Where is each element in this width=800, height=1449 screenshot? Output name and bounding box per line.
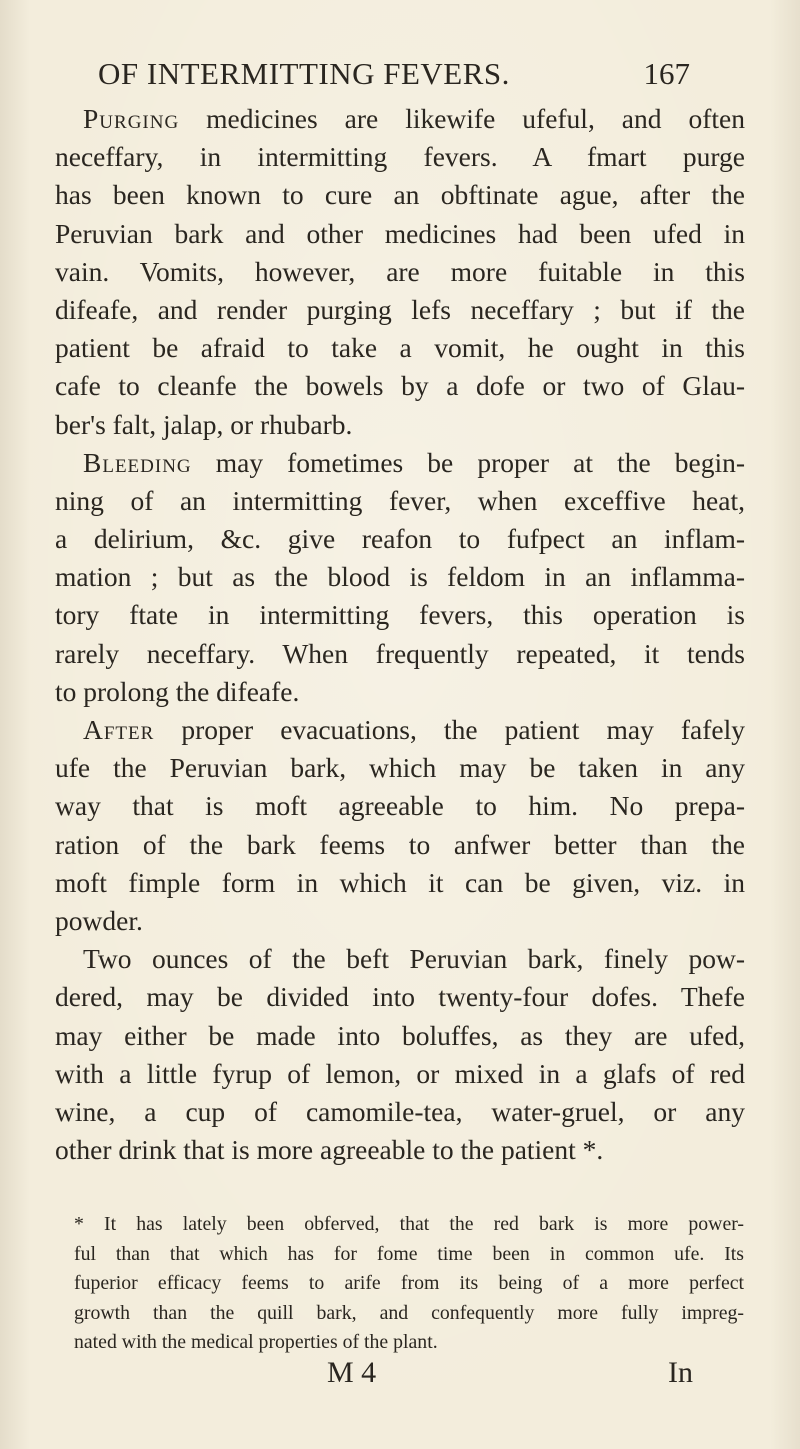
text-line: ber's falt, jalap, or rhubarb. (55, 408, 353, 440)
paragraph-purging-first-line (55, 100, 745, 138)
paragraph-lead-word: Purging (83, 103, 180, 134)
paragraph-lead-word: Bleeding (83, 446, 192, 478)
footnote-line: fuperior efficacy feems to arife from its being of a more perfect (74, 1272, 744, 1294)
page-number: 167 (643, 56, 690, 91)
text-line: with a little fyrup of lemon, or mixed in a glafs of red (55, 1057, 745, 1089)
text-line: wine, a cup of camomile-tea, water-gruel, or any (55, 1095, 745, 1127)
footnote-line: ful than that which has for fome time been in common ufe. Its (74, 1242, 744, 1265)
text-line: tory ftate in intermitting fevers, this operation is (55, 599, 745, 631)
paragraph-after-first-line (55, 711, 745, 749)
text-line: a delirium, &c. give reafon to fufpect an inflam- (55, 523, 745, 555)
text-line: dered, may be divided into twenty-four dofes. Thefe (55, 981, 745, 1013)
text-line: may either be made into boluffes, as they are ufed, (55, 1019, 745, 1051)
text-line: cafe to cleanfe the bowels by a dofe or two of Glau- (55, 370, 745, 402)
text-line: mation ; but as the blood is feldom in an inflamma- (55, 561, 745, 593)
text-fragment: medicines are likewife ufeful, and often (179, 103, 745, 134)
text-line: ufe the Peruvian bark, which may be taken in any (55, 752, 745, 784)
text-line: moft fimple form in which it can be given, viz. in (55, 866, 745, 898)
text-line: has been known to cure an obftinate ague, after the (55, 179, 745, 211)
text-line: difeafe, and render purging lefs neceffary ; but if the (55, 293, 745, 325)
footnote-line: * It has lately been obferved, that the red bark is more power- (74, 1213, 744, 1235)
text-line: rarely neceffary. When frequently repeated, it tends (55, 637, 745, 669)
footnote-line: nated with the medical properties of the plant. (74, 1331, 438, 1353)
page-header (98, 56, 698, 96)
text-fragment: may fometimes be proper at the begin- (191, 446, 745, 478)
body-text (55, 100, 745, 1169)
paragraph-lead-word: After (83, 714, 155, 745)
text-line: powder. (55, 904, 143, 936)
paragraph-two-ounces-first-line (55, 940, 745, 978)
footnote (74, 1210, 744, 1358)
text-line: ning of an intermitting fever, when exceffive heat, (55, 484, 745, 516)
text-fragment: Two ounces of the beft Peruvian bark, finely pow- (83, 943, 745, 975)
text-fragment: proper evacuations, the patient may fafely (154, 714, 745, 745)
text-line: ration of the bark feems to anfwer better than the (55, 828, 745, 860)
catchword: In (668, 1356, 693, 1389)
running-head: OF INTERMITTING FEVERS. (98, 56, 510, 91)
paragraph-bleeding-first-line (55, 444, 745, 482)
text-line: other drink that is more agreeable to the patient *. (55, 1134, 604, 1166)
text-line: to prolong the difeafe. (55, 675, 300, 707)
signature-mark: M 4 (327, 1356, 377, 1389)
text-line: Peruvian bark and other medicines had been ufed in (55, 217, 745, 249)
text-line: neceffary, in intermitting fevers. A fmart purge (55, 141, 745, 173)
text-line: patient be afraid to take a vomit, he ought in this (55, 332, 745, 364)
text-line: way that is moft agreeable to him. No prepa- (55, 790, 745, 822)
footnote-line: growth than the quill bark, and confequently more fully impreg- (74, 1301, 744, 1324)
text-line: vain. Vomits, however, are more fuitable in this (55, 255, 745, 287)
